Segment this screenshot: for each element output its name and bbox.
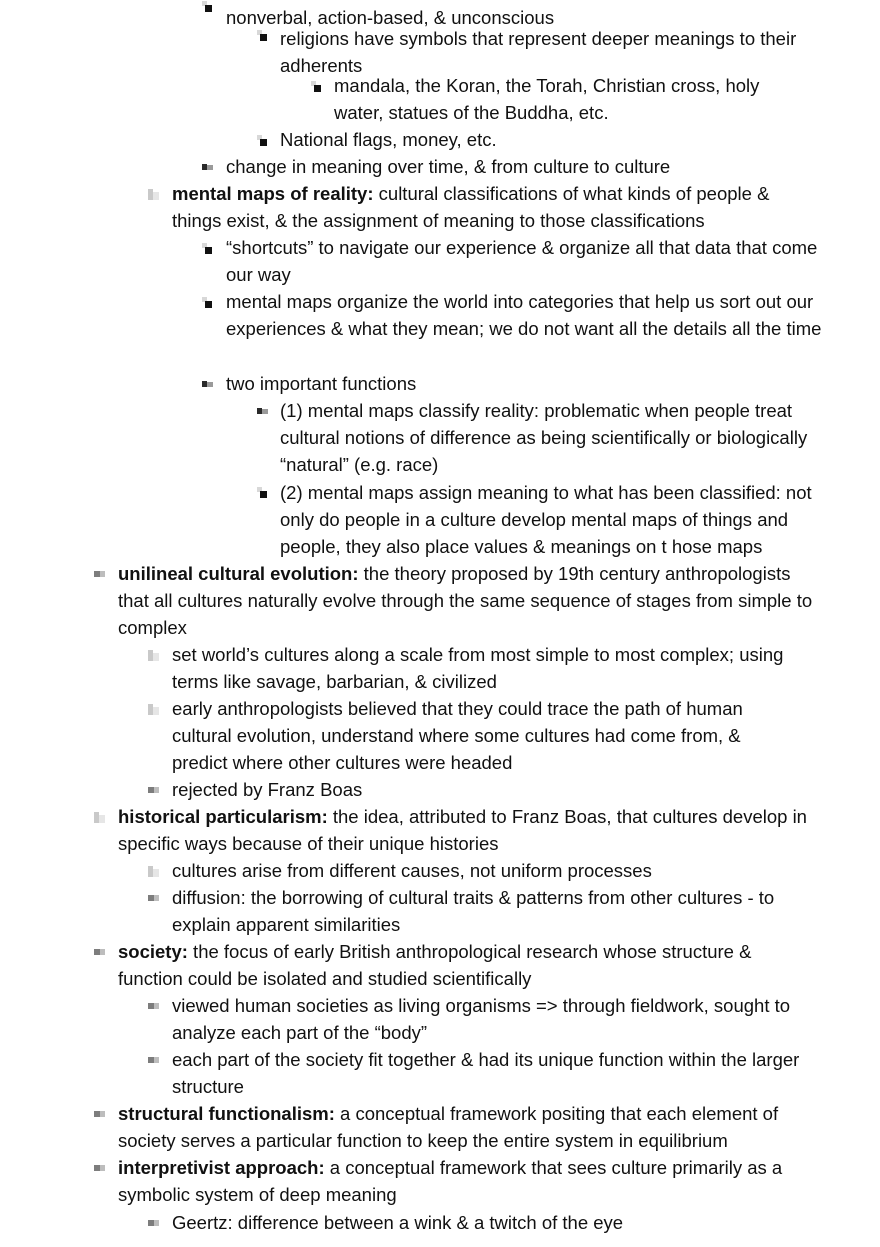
bullet-icon xyxy=(257,30,268,41)
item-text: National flags, money, etc. xyxy=(280,129,497,150)
bullet-icon xyxy=(257,135,268,146)
list-item xyxy=(226,234,826,288)
item-text: religions have symbols that represent deeper meanings to their adherents xyxy=(280,28,797,76)
item-term: unilineal cultural evolution: xyxy=(118,563,359,584)
list-item xyxy=(172,180,822,234)
bullet-icon xyxy=(202,162,213,173)
list-item xyxy=(172,1209,827,1236)
bullet-icon xyxy=(94,947,105,958)
item-text: the idea, attributed to Franz Boas, that cultures develop in specific ways because of their unique histories xyxy=(118,806,807,854)
item-text: “shortcuts” to navigate our experience & organize all that data that come our way xyxy=(226,237,818,285)
item-text: each part of the society fit together & had its unique function within the larger structure xyxy=(172,1049,800,1097)
item-term: mental maps of reality: xyxy=(172,183,374,204)
list-item xyxy=(226,370,826,397)
item-text: mandala, the Koran, the Torah, Christian cross, holy water, statues of the Buddha, etc. xyxy=(334,75,760,123)
bullet-icon xyxy=(148,785,159,796)
list-item xyxy=(172,641,827,695)
bullet-icon xyxy=(202,297,213,308)
item-term: society: xyxy=(118,941,188,962)
list-item xyxy=(172,992,827,1046)
item-text: change in meaning over time, & from culture to culture xyxy=(226,156,671,177)
item-text: a conceptual framework positing that each element of society serves a particular function to keep the entire system in equilibrium xyxy=(118,1103,779,1151)
bullet-icon xyxy=(94,569,105,580)
list-item xyxy=(118,938,798,992)
bullet-icon xyxy=(148,650,159,661)
list-item xyxy=(118,1154,818,1208)
list-item xyxy=(226,153,826,180)
list-item xyxy=(280,397,825,478)
item-text: rejected by Franz Boas xyxy=(172,779,363,800)
bullet-icon xyxy=(94,1163,105,1174)
bullet-icon xyxy=(202,243,213,254)
bullet-icon xyxy=(148,893,159,904)
item-text: the focus of early British anthropological research whose structure & function could be isolated and studied scientifically xyxy=(118,941,752,989)
list-item xyxy=(334,72,794,126)
list-item xyxy=(172,695,792,776)
bullet-icon xyxy=(311,81,322,92)
list-item xyxy=(226,288,826,342)
bullet-icon xyxy=(202,379,213,390)
list-item xyxy=(172,857,827,884)
item-text: Geertz: difference between a wink & a twitch of the eye xyxy=(172,1212,624,1233)
list-item xyxy=(172,884,827,938)
item-term: structural functionalism: xyxy=(118,1103,335,1124)
bullet-icon xyxy=(148,1218,159,1229)
item-text: diffusion: the borrowing of cultural traits & patterns from other cultures - to explain apparent similarities xyxy=(172,887,775,935)
bullet-icon xyxy=(94,812,105,823)
item-text: two important functions xyxy=(226,373,417,394)
item-text: cultural classifications of what kinds of people & things exist, & the assignment of meaning to those classifications xyxy=(172,183,770,231)
bullet-icon xyxy=(94,1109,105,1120)
item-text: (1) mental maps classify reality: problematic when people treat cultural notions of difference as being scientifically or biologically “natural” (e.g. race) xyxy=(280,400,808,475)
bullet-icon xyxy=(148,866,159,877)
bullet-icon xyxy=(148,189,159,200)
list-item xyxy=(118,803,823,857)
item-term: historical particularism: xyxy=(118,806,328,827)
bullet-icon xyxy=(148,1001,159,1012)
list-item xyxy=(280,126,825,153)
bullet-icon xyxy=(257,406,268,417)
item-text: nonverbal, action-based, & unconscious xyxy=(226,7,555,28)
list-item xyxy=(172,1046,802,1100)
list-item xyxy=(118,560,823,641)
item-text: mental maps organize the world into categories that help us sort out our experiences & what they mean; we do not want all the details all the time xyxy=(226,291,822,339)
bullet-icon xyxy=(148,704,159,715)
list-item xyxy=(280,25,825,79)
list-item xyxy=(280,479,825,560)
list-item xyxy=(172,776,827,803)
item-text: the theory proposed by 19th century anthropologists that all cultures naturally evolve through the same sequence of stages from simple to complex xyxy=(118,563,813,638)
item-text: cultures arise from different causes, not uniform processes xyxy=(172,860,652,881)
item-text: set world’s cultures along a scale from most simple to most complex; using terms like savage, barbarian, & civilized xyxy=(172,644,784,692)
item-text: viewed human societies as living organisms => through fieldwork, sought to analyze each part of the “body” xyxy=(172,995,791,1043)
bullet-icon xyxy=(202,1,213,12)
bullet-icon xyxy=(148,1055,159,1066)
item-text: (2) mental maps assign meaning to what has been classified: not only do people in a culture develop mental maps of things and people, they also place values & meanings on t hose maps xyxy=(280,482,812,557)
bullet-icon xyxy=(257,487,268,498)
list-item xyxy=(118,1100,818,1154)
item-text: a conceptual framework that sees culture primarily as a symbolic system of deep meaning xyxy=(118,1157,783,1205)
item-text: early anthropologists believed that they could trace the path of human cultural evolution, understand where some cultures had come from, & predict where other cultures were headed xyxy=(172,698,743,773)
item-term: interpretivist approach: xyxy=(118,1157,325,1178)
